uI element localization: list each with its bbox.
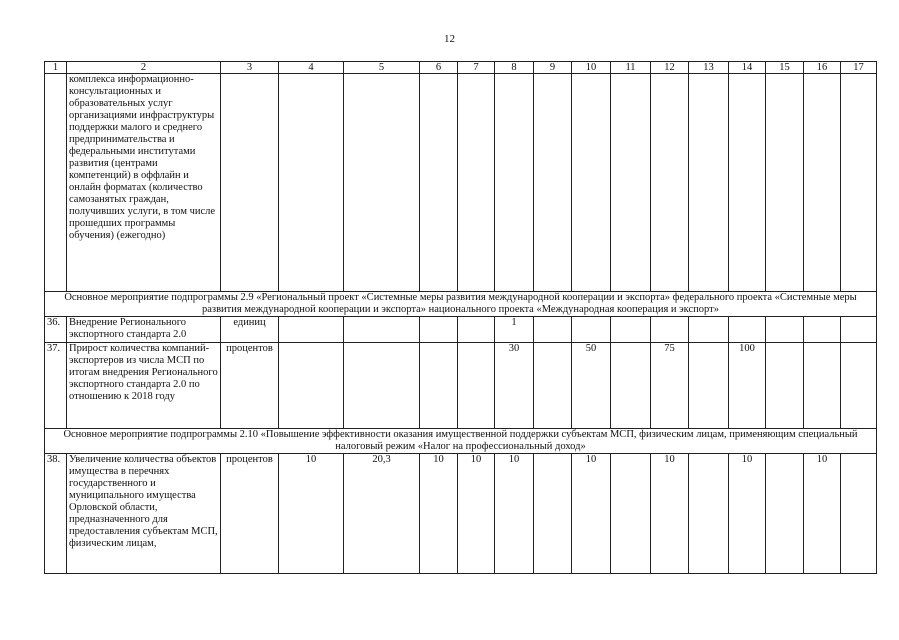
column-header: 4 bbox=[279, 62, 344, 74]
column-header: 3 bbox=[221, 62, 279, 74]
value-cell bbox=[729, 317, 766, 343]
column-header: 5 bbox=[344, 62, 420, 74]
column-header: 10 bbox=[572, 62, 611, 74]
column-header: 9 bbox=[534, 62, 572, 74]
value-cell bbox=[766, 454, 804, 574]
value-cell bbox=[841, 454, 877, 574]
unit-cell: единиц bbox=[221, 317, 279, 343]
value-cell bbox=[689, 74, 729, 292]
value-cell: 75 bbox=[651, 343, 689, 429]
indicator-name: Увеличение количества объектов имущества в перечнях государственного и муниципального имущества Орловской области, предназначенного для предоставления субъектам МСП, физическим лицам, bbox=[67, 454, 221, 574]
column-header: 6 bbox=[420, 62, 458, 74]
value-cell: 50 bbox=[572, 343, 611, 429]
table-body bbox=[45, 62, 877, 574]
value-cell bbox=[279, 317, 344, 343]
value-cell bbox=[420, 343, 458, 429]
unit-cell bbox=[221, 74, 279, 292]
value-cell bbox=[766, 343, 804, 429]
value-cell bbox=[611, 74, 651, 292]
column-header: 13 bbox=[689, 62, 729, 74]
value-cell: 10 bbox=[420, 454, 458, 574]
value-cell: 10 bbox=[729, 454, 766, 574]
value-cell bbox=[420, 74, 458, 292]
value-cell: 20,3 bbox=[344, 454, 420, 574]
value-cell bbox=[344, 74, 420, 292]
value-cell bbox=[458, 343, 495, 429]
value-cell bbox=[841, 317, 877, 343]
column-header: 17 bbox=[841, 62, 877, 74]
row-number: 38. bbox=[45, 454, 67, 574]
column-header: 1 bbox=[45, 62, 67, 74]
value-cell bbox=[804, 74, 841, 292]
value-cell: 10 bbox=[651, 454, 689, 574]
value-cell: 100 bbox=[729, 343, 766, 429]
unit-cell: процентов bbox=[221, 454, 279, 574]
value-cell bbox=[689, 343, 729, 429]
value-cell bbox=[729, 74, 766, 292]
column-header: 15 bbox=[766, 62, 804, 74]
value-cell bbox=[420, 317, 458, 343]
column-header: 14 bbox=[729, 62, 766, 74]
value-cell: 1 bbox=[495, 317, 534, 343]
section-title: Основное мероприятие подпрограммы 2.9 «Региональный проект «Системные меры развития международной кооперации и экспорта» федерального проекта «Системные меры развития международной кооперации и экспорта» национального проекта «Международная кооперация и экспорт» bbox=[45, 292, 877, 317]
page-number: 12 bbox=[444, 33, 455, 45]
row-number: 36. bbox=[45, 317, 67, 343]
column-header: 8 bbox=[495, 62, 534, 74]
column-header: 12 bbox=[651, 62, 689, 74]
value-cell: 10 bbox=[279, 454, 344, 574]
table-row bbox=[45, 74, 877, 292]
value-cell: 10 bbox=[458, 454, 495, 574]
value-cell bbox=[534, 317, 572, 343]
table-row bbox=[45, 343, 877, 429]
column-number-row bbox=[45, 62, 877, 74]
column-header: 11 bbox=[611, 62, 651, 74]
value-cell bbox=[841, 343, 877, 429]
row-number: 37. bbox=[45, 343, 67, 429]
value-cell bbox=[572, 74, 611, 292]
section-header-row bbox=[45, 429, 877, 454]
value-cell bbox=[651, 317, 689, 343]
table-row bbox=[45, 454, 877, 574]
value-cell bbox=[766, 317, 804, 343]
column-header: 7 bbox=[458, 62, 495, 74]
value-cell bbox=[572, 317, 611, 343]
indicator-name: комплекса информационно-консультационных и образовательных услуг организациями инфраструктуры поддержки малого и среднего предпринимательства и федеральными институтами развития (центрами компетенций) в оффлайн и онлайн форматах (количество самозанятых граждан, получивших услуги, в том числе прошедших программы обучения) (ежегодно) bbox=[67, 74, 221, 292]
value-cell: 10 bbox=[495, 454, 534, 574]
value-cell bbox=[651, 74, 689, 292]
value-cell bbox=[804, 317, 841, 343]
row-number bbox=[45, 74, 67, 292]
value-cell bbox=[611, 454, 651, 574]
value-cell: 10 bbox=[572, 454, 611, 574]
section-title: Основное мероприятие подпрограммы 2.10 «Повышение эффективности оказания имущественной поддержки субъектам МСП, физическим лицам, применяющим специальный налоговый режим «Налог на профессиональный доход» bbox=[45, 429, 877, 454]
section-header-row bbox=[45, 292, 877, 317]
value-cell bbox=[279, 74, 344, 292]
indicator-name: Прирост количества компаний-экспортеров из числа МСП по итогам внедрения Регионального экспортного стандарта 2.0 по отношению к 2018 году bbox=[67, 343, 221, 429]
value-cell: 10 bbox=[804, 454, 841, 574]
value-cell bbox=[534, 343, 572, 429]
value-cell bbox=[495, 74, 534, 292]
value-cell bbox=[611, 343, 651, 429]
value-cell bbox=[279, 343, 344, 429]
value-cell bbox=[611, 317, 651, 343]
unit-cell: процентов bbox=[221, 343, 279, 429]
value-cell bbox=[689, 454, 729, 574]
value-cell bbox=[841, 74, 877, 292]
value-cell bbox=[344, 317, 420, 343]
value-cell bbox=[689, 317, 729, 343]
value-cell bbox=[344, 343, 420, 429]
indicator-name: Внедрение Регионального экспортного стандарта 2.0 bbox=[67, 317, 221, 343]
value-cell: 30 bbox=[495, 343, 534, 429]
column-header: 16 bbox=[804, 62, 841, 74]
value-cell bbox=[534, 454, 572, 574]
value-cell bbox=[458, 317, 495, 343]
value-cell bbox=[804, 343, 841, 429]
value-cell bbox=[458, 74, 495, 292]
table-row bbox=[45, 317, 877, 343]
column-header: 2 bbox=[67, 62, 221, 74]
value-cell bbox=[534, 74, 572, 292]
value-cell bbox=[766, 74, 804, 292]
indicators-table bbox=[44, 61, 877, 574]
